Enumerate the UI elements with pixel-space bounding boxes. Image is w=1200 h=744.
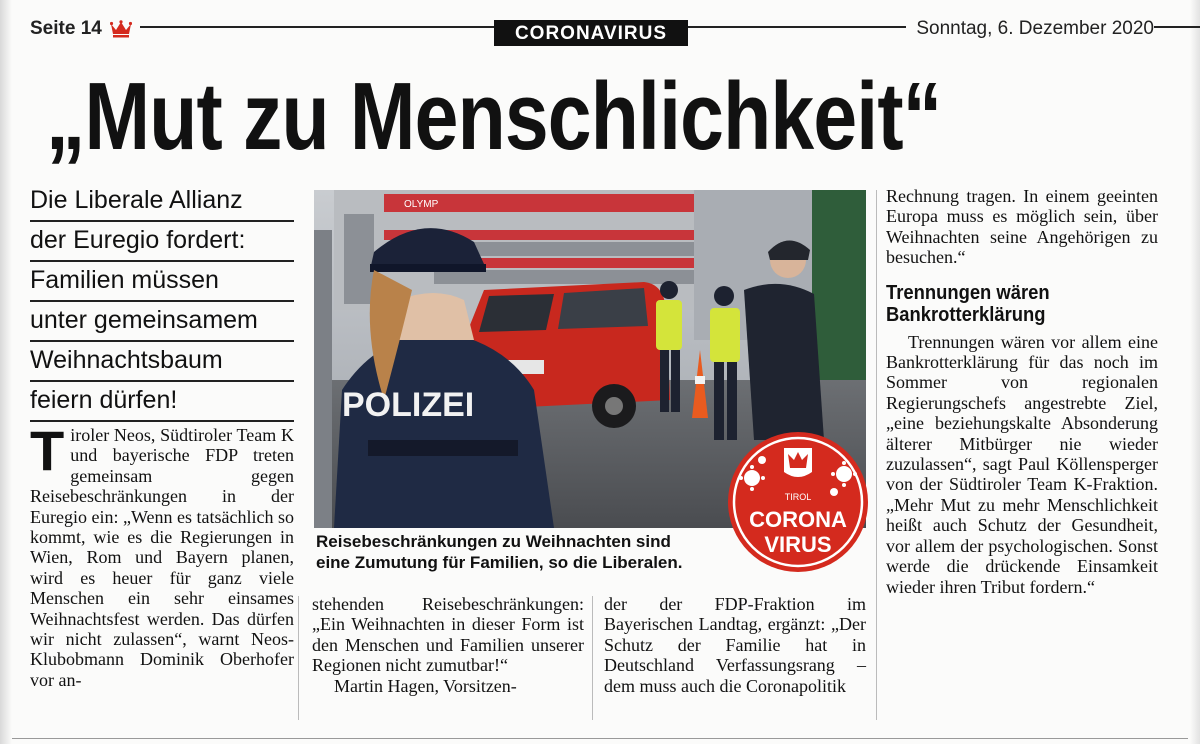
article-paragraph: Trennungen wären vor allem eine Bankrotterklärung für das noch im Sommer von regionalen Regierungschefs angestrebte Ziel, „eine beziehungskalte Absonderung älterer Mitbürger nie wieder zuzulassen“, sagt Paul Köllensperger von der Südtiroler Team K-Fraktion. „Mehr Mut zu mehr Menschlichkeit heißt auch Schutz der Gesundheit, vor allem der psychologischen. Sonst werde die drückende Einsamkeit wieder ihren Tribut fordern.“: [886, 331, 1158, 597]
page-number: Seite 14: [30, 18, 102, 39]
article-paragraph: iroler Neos, Südtiroler Team K und bayerische FDP treten gemeinsam gegen Reisebeschränkungen in der Euregio ein: „Wenn es tatsächlich so kommt, wie es die Regierungen in Wien, Rom und Bayern planen, wird es heuer für ganz viele Menschen ein sehr einsames Weihnachtsfest werden. Das dürfen wir nicht zulassen“, warnt Neos-Klubobmann Dominik Oberhofer vor an-: [30, 425, 294, 690]
lead-line: Familien müssen: [30, 262, 294, 302]
bottom-rule: [12, 738, 1188, 739]
crown-icon: [110, 20, 132, 38]
issue-date: Sonntag, 6. Dezember 2020: [906, 18, 1154, 40]
article-column-3: [604, 594, 866, 696]
photo-caption: [316, 531, 736, 573]
lead-line: Die Liberale Allianz: [30, 182, 294, 222]
lead-line: feiern dürfen!: [30, 382, 294, 422]
page-number-label: [30, 18, 132, 40]
article-column-4: [886, 186, 1158, 597]
page-edge-shadow-right: [1190, 0, 1200, 744]
badge-line2: VIRUS: [764, 532, 832, 557]
badge-region: TIROL: [784, 492, 812, 502]
lead-block: [30, 182, 294, 422]
article-paragraph: stehenden Reisebeschränkungen: „Ein Weihnachten in dieser Form ist den Menschen und Familien unserer Regionen nicht zumutbar!“: [312, 594, 584, 676]
badge-line1: CORONA: [749, 507, 847, 532]
article-paragraph: Martin Hagen, Vorsitzen-: [334, 675, 517, 696]
lead-line: der Euregio fordert:: [30, 222, 294, 262]
drop-cap: T: [30, 419, 65, 482]
vest-text: POLIZEI: [342, 386, 475, 424]
photo-caption-line: Reisebeschränkungen zu Weihnachten sind: [316, 532, 671, 551]
photo-caption-line: eine Zumutung für Familien, so die Liberalen.: [316, 553, 683, 572]
article-paragraph: Rechnung tragen. In einem geeinten Europa muss es möglich sein, über Weihnachten seine Angehörigen zu besuchen.“: [886, 186, 1158, 268]
article-subhead: Trennungen wären Bankrotterklärung: [886, 281, 1050, 326]
headline: „Mut zu Menschlichkeit“: [46, 63, 942, 170]
building-sign: OLYMP: [404, 199, 439, 210]
tirol-corona-badge: [726, 430, 870, 574]
page-edge-shadow-left: [0, 0, 12, 744]
lead-line: Weihnachtsbaum: [30, 342, 294, 382]
section-label: CORONAVIRUS: [494, 20, 688, 46]
article-paragraph: der der FDP-Fraktion im Bayerischen Landtag, ergänzt: „Der Schutz der Familie hat in Deutschland Verfassungsrang – dem muss auch die Coronapolitik: [604, 594, 866, 696]
article-column-1: [30, 419, 294, 690]
column-divider: [876, 190, 877, 720]
column-divider: [298, 596, 299, 720]
lead-line: unter gemeinsamem: [30, 302, 294, 342]
column-divider: [592, 596, 593, 720]
article-column-2: [312, 594, 584, 696]
